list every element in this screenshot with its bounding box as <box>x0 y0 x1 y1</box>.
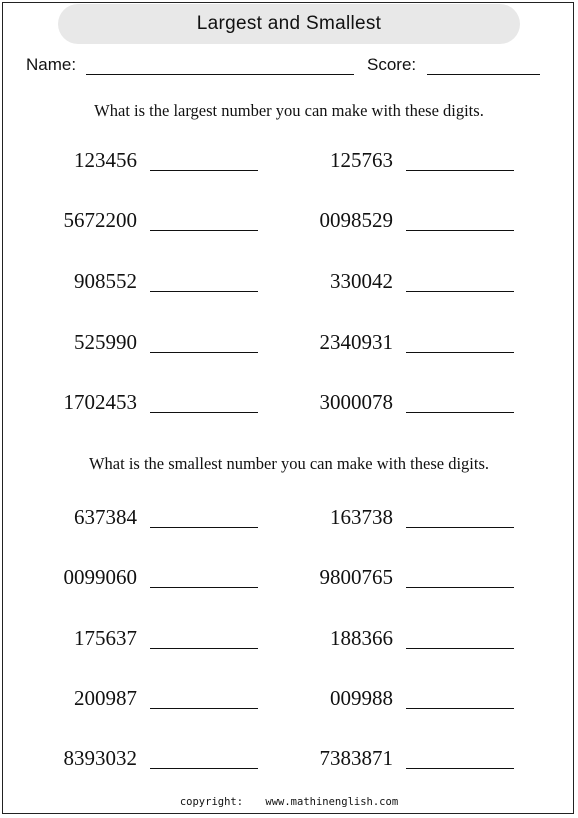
answer-line[interactable] <box>150 768 258 769</box>
page-title: Largest and Smallest <box>196 13 382 34</box>
problem-number: 8393032 <box>63 746 137 770</box>
problem-number: 7383871 <box>319 746 393 770</box>
answer-line[interactable] <box>150 170 258 171</box>
problem-number: 123456 <box>74 148 137 172</box>
answer-line[interactable] <box>150 291 258 292</box>
answer-line[interactable] <box>406 170 514 171</box>
problem-number: 330042 <box>330 269 393 293</box>
answer-line[interactable] <box>406 587 514 588</box>
answer-line[interactable] <box>406 708 514 709</box>
score-label: Score: <box>367 55 417 74</box>
name-field[interactable] <box>86 74 354 75</box>
answer-line[interactable] <box>150 587 258 588</box>
answer-line[interactable] <box>406 291 514 292</box>
problem-number: 009988 <box>330 686 393 710</box>
title-banner <box>58 4 520 44</box>
problem-number: 163738 <box>330 505 393 529</box>
answer-line[interactable] <box>150 230 258 231</box>
answer-line[interactable] <box>406 648 514 649</box>
problem-number: 0098529 <box>319 208 393 232</box>
name-label: Name: <box>26 55 77 74</box>
problem-number: 175637 <box>74 626 137 650</box>
problem-number: 637384 <box>74 505 137 529</box>
section2-instruction: What is the smallest number you can make with these digits. <box>88 454 490 473</box>
problem-number: 2340931 <box>319 330 393 354</box>
answer-line[interactable] <box>150 352 258 353</box>
answer-line[interactable] <box>406 768 514 769</box>
section1-instruction: What is the largest number you can make with these digits. <box>94 101 484 120</box>
footer <box>0 796 578 808</box>
answer-line[interactable] <box>406 352 514 353</box>
answer-line[interactable] <box>406 527 514 528</box>
answer-line[interactable] <box>406 412 514 413</box>
problem-number: 5672200 <box>63 208 137 232</box>
problem-number: 125763 <box>330 148 393 172</box>
answer-line[interactable] <box>406 230 514 231</box>
problem-number: 1702453 <box>63 390 137 414</box>
answer-line[interactable] <box>150 648 258 649</box>
answer-line[interactable] <box>150 412 258 413</box>
answer-line[interactable] <box>150 527 258 528</box>
problem-number: 3000078 <box>319 390 393 414</box>
name-score-row <box>26 55 546 79</box>
problem-number: 0099060 <box>63 565 137 589</box>
problem-number: 9800765 <box>319 565 393 589</box>
answer-line[interactable] <box>150 708 258 709</box>
problem-number: 525990 <box>74 330 137 354</box>
problem-number: 188366 <box>330 626 393 650</box>
score-field[interactable] <box>427 74 540 75</box>
website-link[interactable]: www.mathinenglish.com <box>265 796 399 808</box>
copyright-label: copyright: <box>179 796 244 808</box>
problem-number: 200987 <box>74 686 137 710</box>
problem-number: 908552 <box>74 269 137 293</box>
